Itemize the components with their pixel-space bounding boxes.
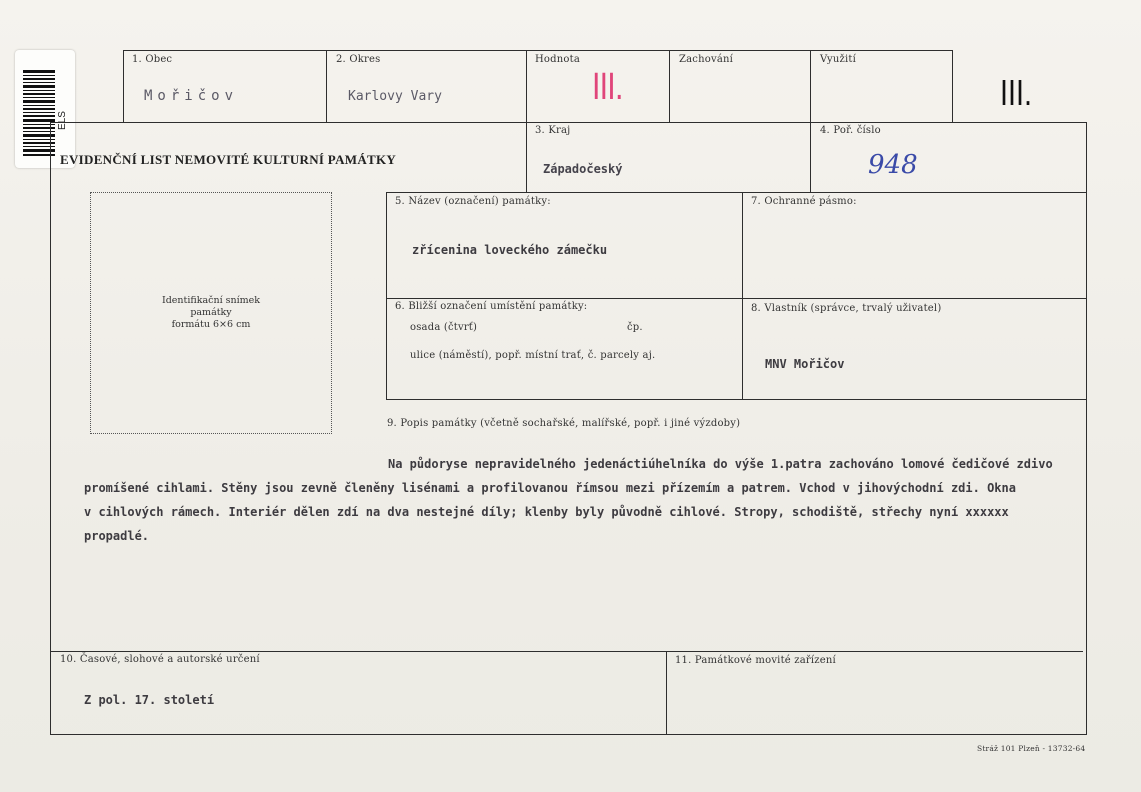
divider: [666, 651, 667, 735]
zachovani-label: Zachování: [679, 54, 734, 65]
vlastnik-label: 8. Vlastník (správce, trvalý uživatel): [751, 303, 942, 314]
divider: [386, 298, 1086, 299]
nazev-value: zřícenina loveckého zámečku: [412, 243, 608, 257]
ochranne-pasmo-label: 7. Ochranné pásmo:: [751, 196, 857, 207]
zarizeni-label: 11. Památkové movité zařízení: [675, 655, 836, 666]
popis-line: v cihlových rámech. Interiér dělen zdí na dva nestejné díly; klenby byly původně cihlové. Stropy, schodiště, střechy nyní xxxxxx: [84, 505, 1009, 519]
sections-frame: [386, 192, 1086, 400]
sticker-label: ELS: [57, 111, 68, 130]
umisteni-label: 6. Bližší označení umístění památky:: [395, 301, 588, 312]
okres-label: 2. Okres: [336, 54, 381, 65]
photo-placeholder: [90, 192, 332, 434]
cp-label: čp.: [627, 322, 643, 333]
kraj-label: 3. Kraj: [535, 125, 571, 136]
kraj-value: Západočeský: [543, 162, 623, 176]
vlastnik-value: MNV Mořičov: [765, 357, 845, 371]
print-footer: Stráž 101 Plzeň - 13732-64: [977, 744, 1086, 753]
form-title: EVIDENČNÍ LIST NEMOVITÉ KULTURNÍ PAMÁTKY: [60, 152, 397, 167]
photo-line-2: památky: [190, 307, 232, 318]
hodnota-value: III.: [592, 66, 623, 108]
popis-line: Na půdoryse nepravidelného jedenáctiúhelníka do výše 1.patra zachováno lomové čedičové zdivo: [388, 457, 1053, 471]
popis-line: promíšené cihlami. Stěny jsou zevně členěny lisénami a profilovanou římsou mezi přízemím a patrem. Vchod v jihovýchodní zdi. Okna: [84, 481, 1016, 495]
photo-line-3: formátu 6×6 cm: [171, 319, 251, 330]
osada-label: osada (čtvrť): [410, 322, 478, 333]
okres-value: Karlovy Vary: [348, 89, 442, 104]
popis-label: 9. Popis památky (včetně sochařské, malířské, popř. i jiné výzdoby): [387, 418, 741, 429]
corner-mark: III.: [1000, 72, 1033, 113]
divider: [742, 192, 743, 400]
hodnota-label: Hodnota: [535, 54, 580, 65]
ulice-label: ulice (náměstí), popř. místní trať, č. parcely aj.: [410, 350, 656, 361]
vyuziti-label: Využití: [820, 54, 856, 65]
por-cislo-value: 948: [868, 150, 918, 180]
obec-value: Mořičov: [144, 88, 239, 104]
urceni-label: 10. Časové, slohové a autorské určení: [60, 654, 260, 665]
divider: [50, 651, 1083, 652]
urceni-value: Z pol. 17. století: [84, 693, 215, 707]
obec-label: 1. Obec: [132, 54, 173, 65]
photo-line-1: Identifikační snímek: [161, 295, 261, 306]
por-cislo-label: 4. Poř. číslo: [820, 125, 881, 136]
divider: [326, 50, 327, 123]
popis-line: propadlé.: [84, 529, 150, 543]
nazev-label: 5. Název (označení) památky:: [395, 196, 551, 207]
divider: [669, 50, 670, 123]
popis-text: [84, 452, 1074, 548]
